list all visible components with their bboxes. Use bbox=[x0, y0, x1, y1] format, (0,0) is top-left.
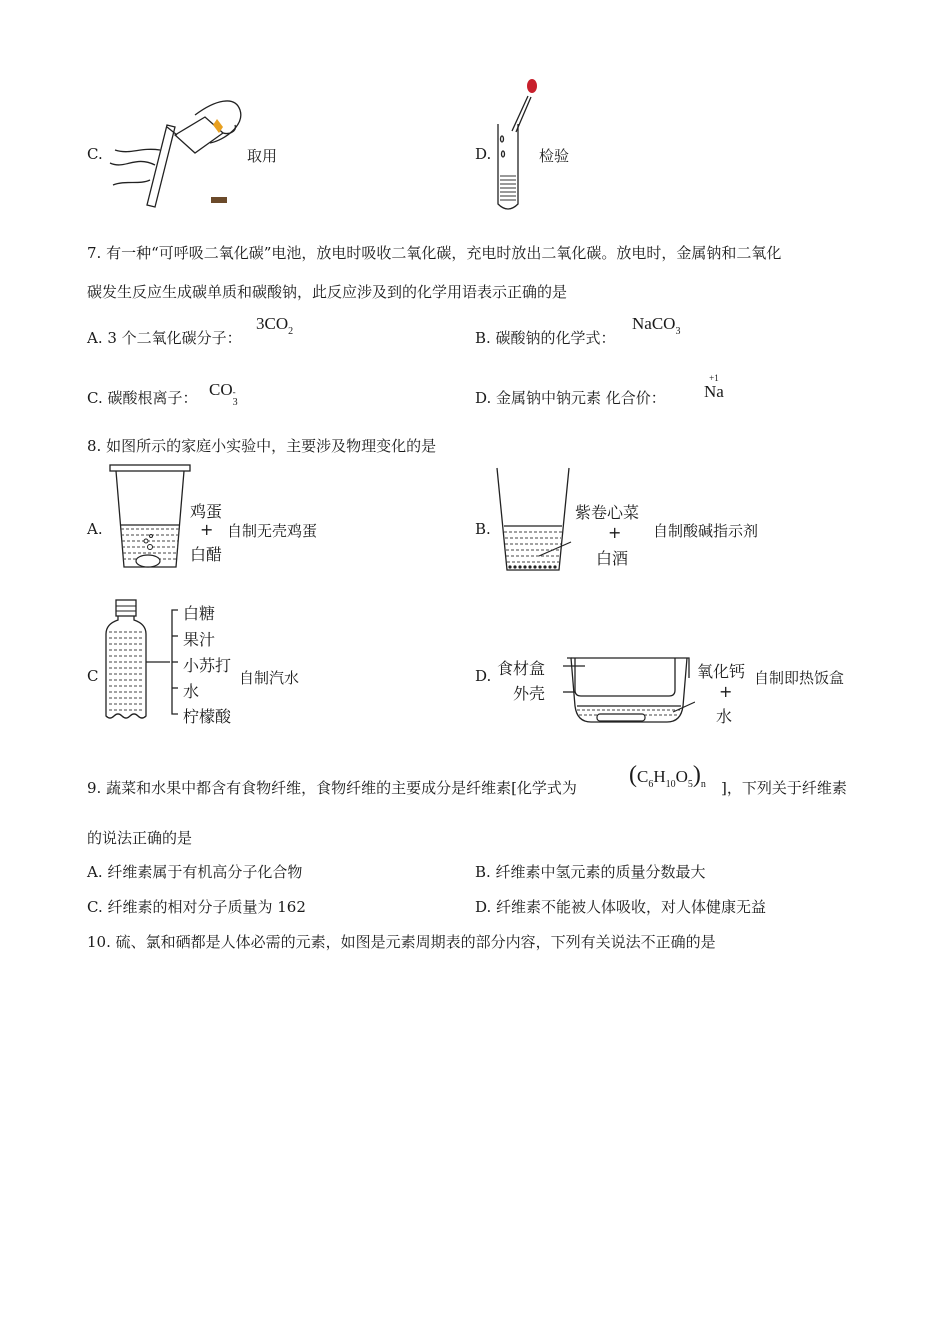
q8-stem: 8. 如图所示的家庭小实验中，主要涉及物理变化的是 bbox=[87, 437, 437, 455]
q7-option-c: C. 碳酸根离子： bbox=[87, 389, 198, 407]
self-heating-box-figure bbox=[545, 650, 695, 730]
q8-c-item-4: 柠檬酸 bbox=[183, 707, 232, 726]
q9-stem-line2: 的说法正确的是 bbox=[87, 829, 193, 847]
soda-bottle-figure bbox=[100, 598, 185, 724]
q8-b-bottom: 白酒 bbox=[596, 549, 629, 568]
q6-option-d-letter: D. bbox=[475, 145, 492, 163]
q8-a-caption: 自制无壳鸡蛋 bbox=[227, 522, 318, 540]
q8-a-plus: + bbox=[200, 520, 214, 539]
q8-c-caption: 自制汽水 bbox=[239, 669, 300, 687]
q6-option-c-text: 取用 bbox=[247, 147, 278, 165]
q7-stem-line1: 7. 有一种“可呼吸二氧化碳”电池，放电时吸收二氧化碳，充电时放出二氧化碳。放电时，金属钠和二氧化 bbox=[87, 244, 782, 262]
q10-stem: 10. 硫、氯和硒都是人体必需的元素，如图是元素周期表的部分内容，下列有关说法不正确的是 bbox=[87, 933, 716, 951]
stopper-icon bbox=[211, 197, 227, 203]
q8-c-item-3: 水 bbox=[183, 682, 200, 701]
q8-c-item-1: 果汁 bbox=[183, 630, 216, 649]
q9-option-d: D. 纤维素不能被人体吸收，对人体健康无益 bbox=[475, 898, 767, 916]
q9-stem-line1: 9. 蔬菜和水果中都含有食物纤维，食物纤维的主要成分是纤维素[化学式为 bbox=[87, 779, 577, 797]
q8-b-caption: 自制酸碱指示剂 bbox=[653, 522, 759, 540]
q7-option-d-formula: +1 Na bbox=[704, 373, 724, 401]
pouring-reagent-figure bbox=[105, 95, 255, 210]
q8-d-caption: 自制即热饭盒 bbox=[754, 669, 845, 687]
q8-d-bottom: 水 bbox=[716, 707, 733, 726]
q8-a-top: 鸡蛋 bbox=[190, 502, 223, 521]
q8-c-item-2: 小苏打 bbox=[183, 656, 232, 675]
rubber-bulb-icon bbox=[527, 79, 537, 93]
q8-d-plus: + bbox=[719, 682, 733, 701]
q9-option-b: B. 纤维素中氢元素的质量分数最大 bbox=[475, 863, 706, 881]
q9-option-c: C. 纤维素的相对分子质量为 162 bbox=[87, 898, 306, 916]
q8-option-b-letter: B. bbox=[475, 520, 491, 538]
cup-egg-vinegar-figure bbox=[108, 463, 192, 573]
q7-option-a: A. 3 个二氧化碳分子： bbox=[87, 329, 242, 347]
q7-option-c-formula: CO - 3 bbox=[209, 380, 238, 408]
q9-stem-line1-end: ]，下列关于纤维素 bbox=[721, 779, 847, 797]
q6-option-c-letter: C. bbox=[87, 145, 103, 163]
q7-stem-line2: 碳发生反应生成碳单质和碳酸钠，此反应涉及到的化学用语表示正确的是 bbox=[87, 283, 568, 301]
q7-option-b-formula: NaCO$_3$ bbox=[632, 314, 681, 337]
q8-b-plus: + bbox=[608, 523, 622, 542]
q8-option-c-letter: C bbox=[87, 667, 99, 685]
q8-option-d-letter: D. bbox=[475, 667, 492, 685]
q8-d-left1: 食材盒 bbox=[497, 659, 546, 678]
q8-b-top: 紫卷心菜 bbox=[575, 503, 640, 522]
q7-option-a-formula: $3CO_2$ bbox=[256, 314, 294, 337]
q8-a-bottom: 白醋 bbox=[190, 545, 223, 564]
q8-d-top: 氧化钙 bbox=[697, 662, 746, 681]
q6-option-d-text: 检验 bbox=[539, 147, 570, 165]
q7-option-b: B. 碳酸钠的化学式： bbox=[475, 329, 616, 347]
q8-c-item-0: 白糖 bbox=[183, 604, 216, 623]
cup-cabbage-figure bbox=[495, 466, 585, 574]
q8-d-left2: 外壳 bbox=[513, 684, 546, 703]
q9-formula: $(C_6H_{10}O_5)_n$ bbox=[629, 762, 706, 790]
q9-option-a: A. 纤维素属于有机高分子化合物 bbox=[87, 863, 303, 881]
q7-option-d: D. 金属钠中钠元素 化合价： bbox=[475, 389, 666, 407]
dropper-test-figure bbox=[492, 76, 542, 214]
q8-option-a-letter: A. bbox=[87, 520, 103, 538]
